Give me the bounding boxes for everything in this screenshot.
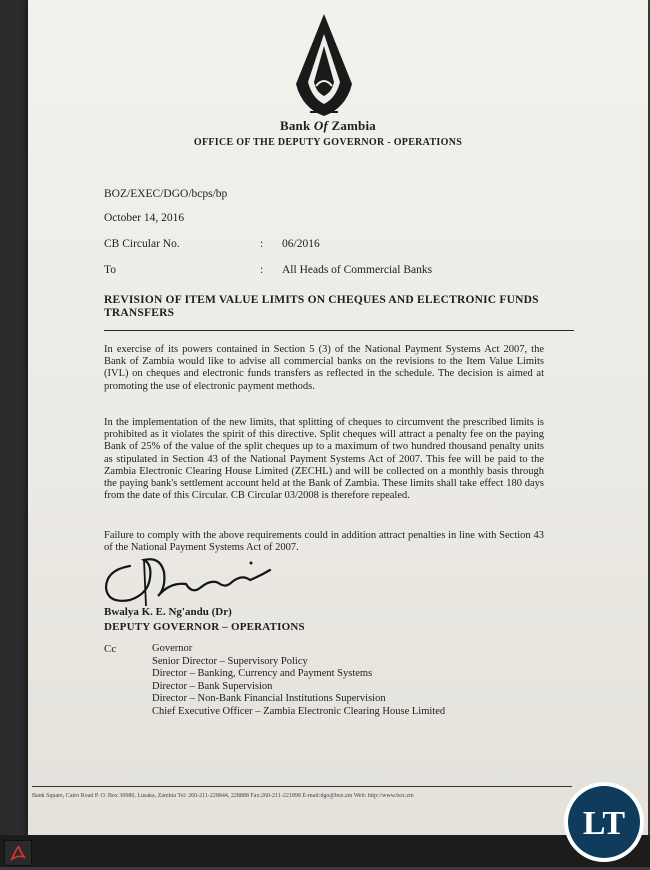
paragraph-1: In exercise of its powers contained in Section 5 (3) of the National Payment Systems Act 2007, the Bank of Zambia would like to advise all commercial banks on the revisions to the Item Value Limits (IVL) on cheques and electronic funds transfers as reflected in the schedule. The decision is aimed at promoting the use of electronic payment methods. [104, 344, 544, 392]
circular-label: CB Circular No. [104, 238, 180, 250]
cc-label: Cc [104, 643, 117, 655]
lt-watermark-badge [562, 780, 646, 864]
recipient-value: All Heads of Commercial Banks [282, 264, 433, 276]
bank-of-zambia-logo-icon [286, 12, 362, 122]
recipient-colon: : [260, 264, 264, 276]
office-title: OFFICE OF THE DEPUTY GOVERNOR - OPERATIONS [193, 137, 463, 148]
cc-item: Director – Banking, Currency and Payment Systems [152, 668, 373, 679]
reference-number: BOZ/EXEC/DGO/bcps/bp [104, 188, 228, 200]
taskbar [0, 835, 650, 867]
letter-date: October 14, 2016 [104, 212, 185, 224]
bank-name: Bank Of Zambia [279, 118, 376, 133]
cc-list [152, 643, 445, 718]
cc-item: Director – Bank Supervision [152, 680, 273, 692]
recipient-label: To [104, 264, 116, 276]
cc-item: Senior Director – Supervisory Policy [152, 655, 308, 667]
paragraph-3: Failure to comply with the above requirements could in addition attract penalties in line with Section 43 of the National Payment Systems Act of 2007. [104, 530, 544, 554]
acrobat-icon [5, 841, 31, 865]
cc-item: Chief Executive Officer – Zambia Electronic Clearing House Limited [152, 705, 446, 717]
signatory-title: DEPUTY GOVERNOR – OPERATIONS [104, 621, 305, 633]
subject-heading: REVISION OF ITEM VALUE LIMITS ON CHEQUES AND ELECTRONIC FUNDS TRANSFERS [104, 294, 539, 319]
footer-address: Bank Square, Cairo Road P. O. Box 30080, Lusaka, Zambia Tel: 260-211-228844, 228888 Fax:260-211-221898 E-mail:dgo@boz.zm Web: http://www.boz.zm [32, 793, 414, 799]
circular-colon: : [260, 238, 264, 250]
cc-item: Director – Non-Bank Financial Institutions Supervision [152, 693, 386, 704]
circular-value: 06/2016 [282, 238, 320, 250]
signatory-name: Bwalya K. E. Ng'andu (Dr) [104, 606, 232, 618]
letter-page [28, 0, 648, 835]
lt-badge-text: LT [582, 805, 626, 842]
paragraph-2: In the implementation of the new limits, that splitting of cheques to circumvent the prescribed limits is prohibited as it violates the spirit of this directive. Split cheques will attract a penalty fee on the paying Bank of 25% of the value of the split cheques up to a maximum of two hundred thousand penalty units as stipulated in Section 43 of the National Payment Systems Act of 2007. This fee will be paid to the Zambia Electronic Clearing House Limited (ZECHL) and will be collected on a monthly basis through the paying bank's settlement account held at the Bank of Zambia. These limits shall take effect 180 days from the date of this Circular. CB Circular 03/2008 is therefore repealed. [104, 417, 544, 502]
subject-divider [104, 330, 574, 331]
pdf-app-icon[interactable] [4, 840, 32, 866]
footer-divider [32, 786, 572, 787]
cc-item: Governor [152, 643, 193, 654]
